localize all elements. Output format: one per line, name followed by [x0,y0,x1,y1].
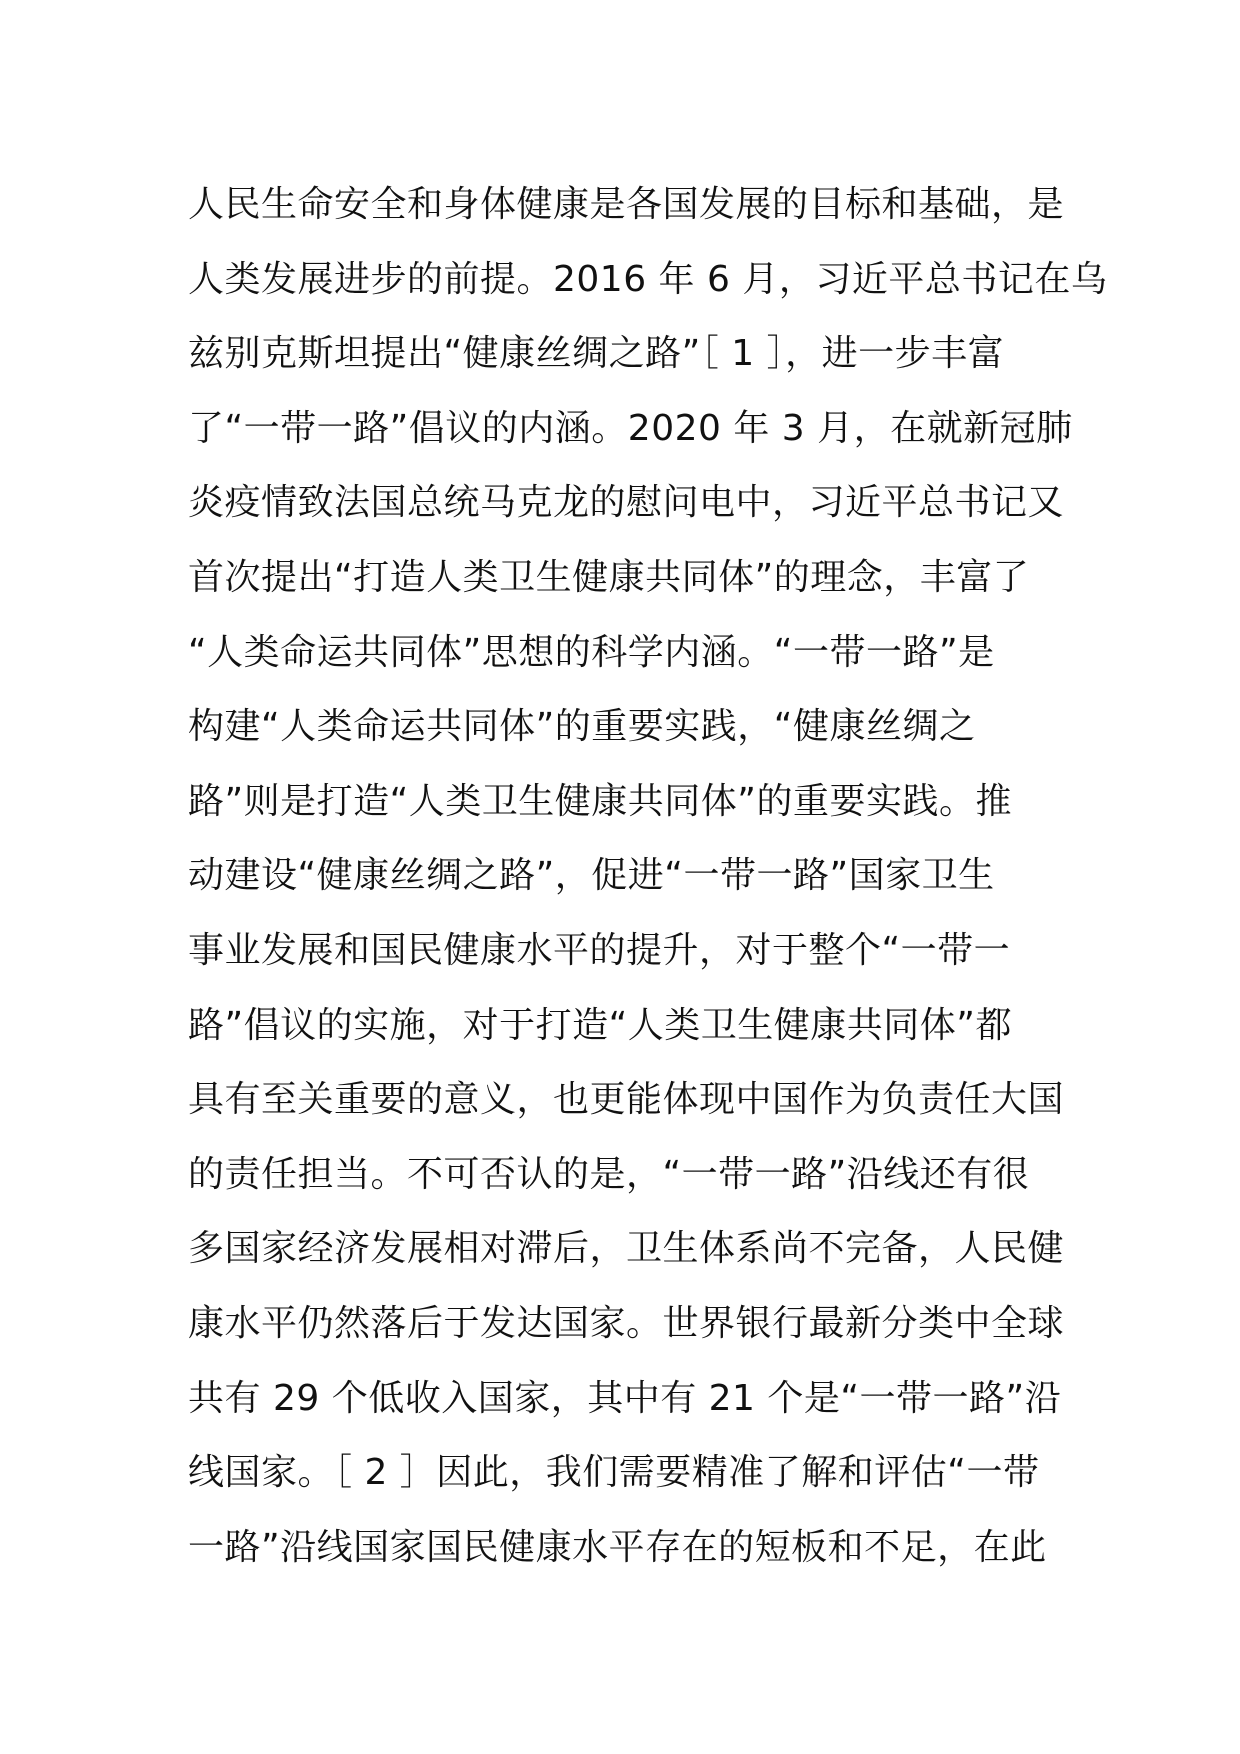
text-line: 兹别克斯坦提出“健康丝绸之路”［ 1 ］，进一步丰富 [188,333,1005,375]
text-line: 炎疫情致法国总统马克龙的慰问电中，习近平总书记又 [188,482,1065,524]
text-line: 首次提出“打造人类卫生健康共同体”的理念，丰富了 [188,556,1030,598]
text-line: 了“一带一路”倡议的内涵。2020 年 3 月，在就新冠肺 [188,407,1073,449]
text-line: 人类发展进步的前提。2016 年 6 月，习近平总书记在乌 [188,258,1108,300]
text-line: 事业发展和国民健康水平的提升，对于整个“一带一 [188,929,1011,971]
text-line: 康水平仍然落后于发达国家。世界银行最新分类中全球 [188,1302,1065,1344]
text-line: 多国家经济发展相对滞后，卫生体系尚不完备，人民健 [188,1228,1065,1270]
text-line: 路”则是打造“人类卫生健康共同体”的重要实践。推 [188,780,1012,822]
text-line: 路”倡议的实施，对于打造“人类卫生健康共同体”都 [188,1004,1012,1046]
text-line: “人类命运共同体”思想的科学内涵。“一带一路”是 [188,631,995,673]
text-line: 线国家。［ 2 ］因此，我们需要精准了解和评估“一带 [188,1452,1040,1494]
text-line: 的责任担当。不可否认的是，“一带一路”沿线还有很 [188,1153,1030,1195]
text-line: 具有至关重要的意义，也更能体现中国作为负责任大国 [188,1079,1065,1121]
body-paragraph [188,168,1108,1585]
text-line: 动建设“健康丝绸之路”，促进“一带一路”国家卫生 [188,855,995,897]
text-line: 人民生命安全和身体健康是各国发展的目标和基础，是 [188,184,1065,225]
text-line: 共有 29 个低收入国家，其中有 21 个是“一带一路”沿 [188,1377,1062,1419]
text-line: 一路”沿线国家国民健康水平存在的短板和不足，在此 [188,1526,1047,1568]
text-line: 构建“人类命运共同体”的重要实践，“健康丝绸之 [188,706,976,748]
